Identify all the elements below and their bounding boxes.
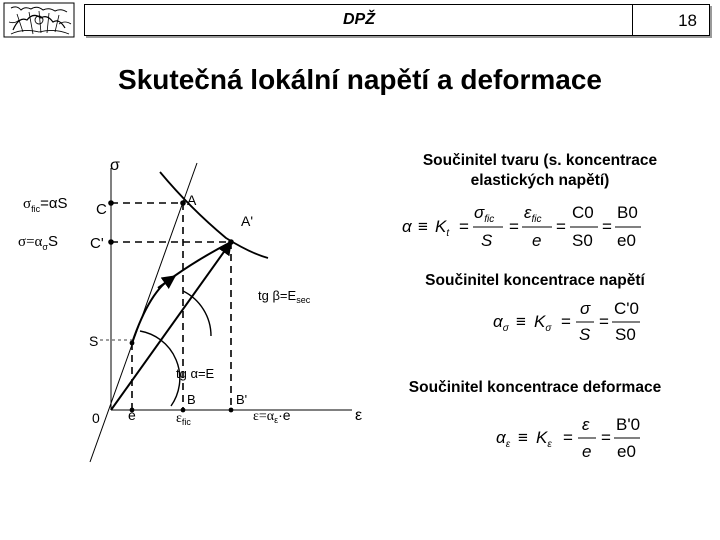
point-s-dot bbox=[130, 341, 135, 346]
svg-text:Kσ: $K_\sigma$ bbox=[534, 312, 552, 334]
keps-heading: Součinitel koncentrace deformace bbox=[408, 379, 662, 396]
curve-arrow bbox=[158, 276, 175, 288]
svg-text:≡: ≡ bbox=[518, 428, 528, 447]
svg-text:B0: B0 bbox=[617, 203, 638, 222]
svg-text:=: = bbox=[602, 217, 612, 236]
point-a-label: A bbox=[187, 192, 197, 208]
sigma-local-label: $\sigma=\alpha_\sigma S$ bbox=[18, 233, 58, 252]
s-level-label: S bbox=[89, 333, 99, 349]
svg-text:σfic: $\sigma_{fic}$ bbox=[474, 203, 495, 225]
svg-text:≡: ≡ bbox=[516, 312, 526, 331]
svg-text:ε: ε bbox=[582, 415, 590, 434]
svg-text:e: e bbox=[582, 442, 592, 461]
tg-beta-label: tg $\beta=E_{sec}$ bbox=[258, 288, 311, 305]
svg-text:Kt: $K_t$ bbox=[435, 217, 450, 239]
svg-text:=: = bbox=[459, 217, 469, 236]
svg-text:≡: ≡ bbox=[418, 217, 428, 236]
svg-text:S0: S0 bbox=[615, 325, 636, 344]
ksigma-formula bbox=[493, 299, 640, 344]
svg-text:S: S bbox=[481, 231, 493, 250]
svg-text:=: = bbox=[556, 217, 566, 236]
beta-angle-arc bbox=[183, 291, 211, 336]
kt-formula bbox=[402, 203, 641, 250]
kt-heading-line1: Součinitel tvaru (s. koncentrace bbox=[422, 152, 658, 169]
point-aprime-label: A' bbox=[241, 213, 254, 229]
svg-text:e0: e0 bbox=[617, 442, 636, 461]
slide-title: Skutečná lokální napětí a deformace bbox=[118, 64, 602, 95]
svg-text:e0: e0 bbox=[617, 231, 636, 250]
tg-alpha-label: tg α=E bbox=[176, 366, 215, 381]
svg-text:=: = bbox=[601, 428, 611, 447]
e-label: e bbox=[128, 407, 136, 423]
eps-local-label: $\varepsilon=\alpha_\varepsilon\cdot e$ bbox=[253, 407, 291, 425]
point-aprime-dot bbox=[228, 239, 234, 245]
eps-fic-label: $\varepsilon_{fic}$ bbox=[176, 411, 191, 427]
point-cprime-dot bbox=[108, 239, 114, 245]
sigma-fic-label: $\sigma_{fic}=\alpha S$ bbox=[23, 195, 68, 214]
ksigma-heading: Součinitel koncentrace napětí bbox=[425, 272, 645, 289]
svg-text:=: = bbox=[509, 217, 519, 236]
svg-text:ασ: $\alpha_\sigma$ bbox=[493, 312, 509, 334]
svg-text:S: S bbox=[579, 325, 591, 344]
svg-text:e: e bbox=[532, 231, 542, 250]
svg-text:α: α bbox=[402, 217, 412, 236]
keps-formula bbox=[496, 415, 640, 461]
svg-text:S0: S0 bbox=[572, 231, 593, 250]
point-c-label: C bbox=[96, 201, 107, 218]
svg-text:=: = bbox=[599, 312, 609, 331]
point-bprime-dot bbox=[229, 408, 234, 413]
origin-label: 0 bbox=[92, 410, 100, 426]
point-cprime-label: C' bbox=[90, 235, 104, 252]
svg-text:B'0: B'0 bbox=[616, 415, 641, 434]
svg-text:αε: $\alpha_\varepsilon$ bbox=[496, 428, 511, 450]
epsilon-axis-label: ε bbox=[355, 407, 363, 424]
sigma-axis-label: σ bbox=[110, 157, 120, 174]
kt-heading-line2: elastických napětí) bbox=[470, 172, 610, 189]
svg-text:=: = bbox=[563, 428, 573, 447]
point-bprime-label: B' bbox=[236, 392, 248, 407]
svg-text:C0: C0 bbox=[572, 203, 594, 222]
svg-text:σ: σ bbox=[580, 299, 591, 318]
point-b-label: B bbox=[187, 392, 196, 407]
header-label: DPŽ bbox=[343, 11, 375, 28]
svg-text:C'0: C'0 bbox=[614, 299, 639, 318]
svg-text:=: = bbox=[561, 312, 571, 331]
svg-text:εfic: $\varepsilon_{fic}$ bbox=[524, 203, 542, 225]
point-c-dot bbox=[108, 200, 114, 206]
svg-text:Kε: $K_\varepsilon$ bbox=[536, 428, 552, 450]
page-number: 18 bbox=[678, 11, 697, 30]
secant-line bbox=[111, 242, 231, 410]
stress-strain-curve bbox=[132, 242, 231, 343]
point-a-dot bbox=[180, 200, 186, 206]
